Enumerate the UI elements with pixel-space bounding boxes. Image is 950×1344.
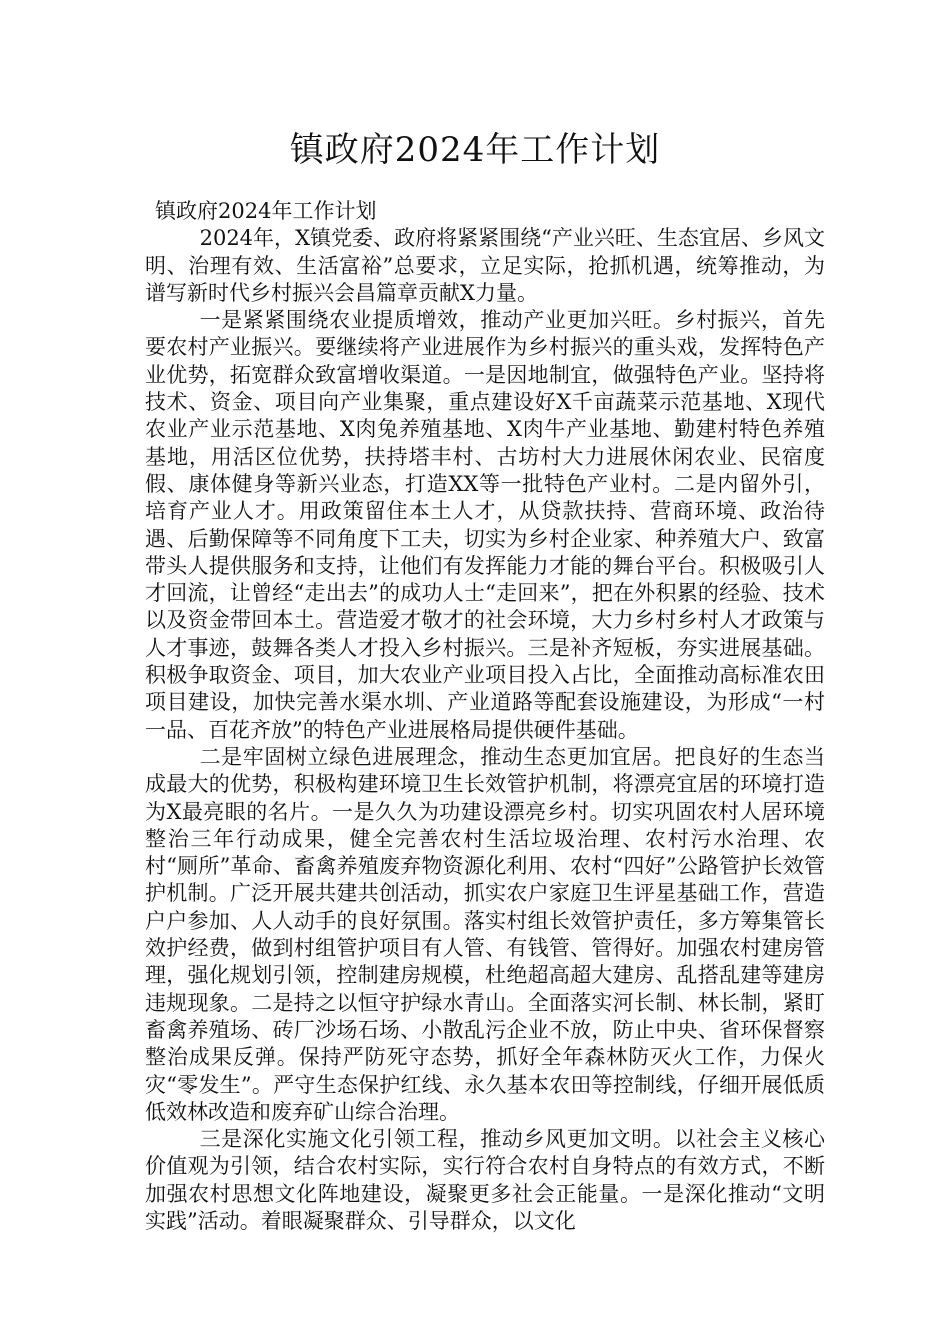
document-body	[145, 198, 825, 1235]
paragraph-ecology: 二是牢固树立绿色进展理念，推动生态更加宜居。把良好的生态当成最大的优势，积极构建环境卫生长效管护机制，将漂亮宜居的环境打造为X最亮眼的名片。一是久久为功建设漂亮乡村。切实巩固农村人居环境整治三年行动成果，健全完善农村生活垃圾治理、农村污水治理、农村“厕所”革命、畜禽养殖废弃物资源化利用、农村“四好”公路管护长效管护机制。广泛开展共建共创活动，抓实农户家庭卫生评星基础工作，营造户户参加、人人动手的良好氛围。落实村组长效管护责任，多方筹集管长效护经费，做到村组管护项目有人管、有钱管、管得好。加强农村建房管理，强化规划引领，控制建房规模，杜绝超高超大建房、乱搭乱建等建房违规现象。二是持之以恒守护绿水青山。全面落实河长制、林长制，紧盯畜禽养殖场、砖厂沙场石场、小散乱污企业不放，防止中央、省环保督察整治成果反弹。保持严防死守态势，抓好全年森林防灭火工作，力保火灾“零发生”。严守生态保护红线、永久基本农田等控制线，仔细开展低质低效林改造和废弃矿山综合治理。	[145, 744, 825, 1124]
document-title: 镇政府2024年工作计划	[289, 130, 661, 170]
paragraph-culture: 三是深化实施文化引领工程，推动乡风更加文明。以社会主义核心价值观为引领，结合农村实际，实行符合农村自身特点的有效方式，不断加强农村思想文化阵地建设，凝聚更多社会正能量。一是深化推动“文明实践”活动。着眼凝聚群众、引导群众，以文化	[145, 1127, 825, 1233]
paragraph-intro: 2024年，X镇党委、政府将紧紧围绕“产业兴旺、生态宜居、乡风文明、治理有效、生活富裕”总要求，立足实际，抢抓机遇，统筹推动，为谱写新时代乡村振兴会昌篇章贡献X力量。	[145, 226, 825, 305]
document-subtitle: 镇政府2024年工作计划	[155, 199, 377, 223]
paragraph-industry: 一是紧紧围绕农业提质增效，推动产业更加兴旺。乡村振兴，首先要农村产业振兴。要继续将产业进展作为乡村振兴的重头戏，发挥特色产业优势，拓宽群众致富增收渠道。一是因地制宜，做强特色产业。坚持将技术、资金、项目向产业集聚，重点建设好X千亩蔬菜示范基地、X现代农业产业示范基地、X肉兔养殖基地、X肉牛产业基地、勤建村特色养殖基地，用活区位优势，扶持塔丰村、古坊村大力进展休闲农业、民宿度假、康体健身等新兴业态，打造XX等一批特色产业村。二是内留外引，培育产业人才。用政策留住本土人才，从贷款扶持、营商环境、政治待遇、后勤保障等不同角度下工夫，切实为乡村企业家、种养殖大户、致富带头人提供服务和支持，让他们有发挥能力才能的舞台平台。积极吸引人才回流，让曾经“走出去”的成功人士“走回来”，把在外积累的经验、技术以及资金带回本土。营造爱才敬才的社会环境，大力乡村乡村人才政策与人才事迹，鼓舞各类人才投入乡村振兴。三是补齐短板，夯实进展基础。积极争取资金、项目，加大农业产业项目投入占比，全面推动高标准农田项目建设，加快完善水渠水圳、产业道路等配套设施建设，为形成“一村一品、百花齐放”的特色产业进展格局提供硬件基础。	[145, 308, 825, 742]
